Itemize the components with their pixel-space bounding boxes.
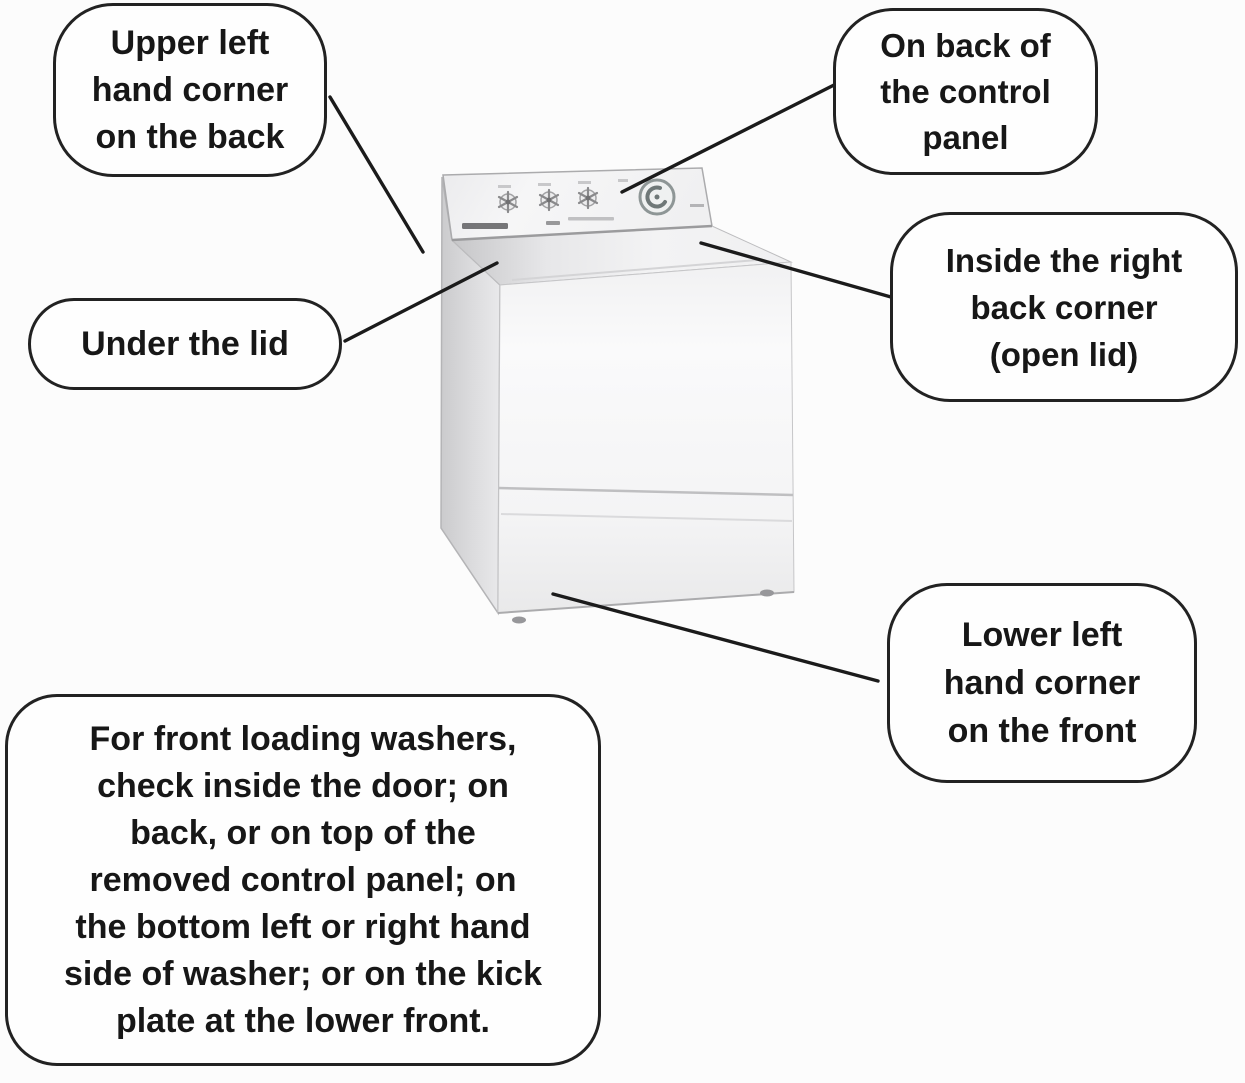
callout-text-line: on the back bbox=[95, 117, 285, 156]
panel-label-dash-1 bbox=[546, 221, 560, 225]
callout-text-line: on the front bbox=[947, 712, 1137, 750]
callout-text-line: check inside the door; on bbox=[97, 766, 509, 805]
callout-under-the-lid bbox=[28, 298, 342, 390]
panel-tick-2 bbox=[538, 183, 551, 186]
callout-inside-right-back-corner bbox=[890, 212, 1238, 402]
callout-text-line: hand corner bbox=[943, 664, 1141, 702]
callout-text-line: (open lid) bbox=[989, 335, 1139, 373]
callout-back-of-control-panel bbox=[833, 8, 1098, 175]
callout-text-line: the bottom left or right hand bbox=[75, 907, 531, 946]
callout-text-line: Upper left bbox=[110, 23, 270, 62]
panel-dash-right-of-dial bbox=[690, 204, 704, 207]
timer-dial bbox=[640, 180, 674, 214]
callout-text-line: hand corner bbox=[91, 70, 289, 109]
brand-label bbox=[462, 223, 508, 229]
panel-label-dash-2 bbox=[568, 217, 614, 221]
callout-text-line: removed control panel; on bbox=[89, 860, 517, 899]
callout-text-line: Under the lid bbox=[81, 325, 289, 363]
panel-tick-4 bbox=[618, 179, 628, 182]
callout-text-line: the control bbox=[880, 72, 1051, 110]
callout-upper-left-back bbox=[53, 3, 327, 177]
washer-foot-left bbox=[512, 617, 526, 624]
washer-front-panel bbox=[498, 262, 794, 613]
panel-tick-3 bbox=[578, 181, 591, 184]
leader-line-upper-left-back bbox=[330, 97, 423, 252]
washer-foot-right bbox=[760, 590, 774, 597]
callout-text-line: On back of bbox=[880, 26, 1051, 64]
callout-text-line: panel bbox=[922, 118, 1009, 156]
callout-front-loader-note bbox=[5, 694, 601, 1066]
callout-text-line: plate at the lower front. bbox=[115, 1001, 491, 1040]
callout-text-line: Inside the right bbox=[945, 241, 1183, 279]
callout-text-line: back, or on top of the bbox=[130, 813, 476, 852]
callout-text-line: Lower left bbox=[961, 616, 1123, 654]
callout-text-line: back corner bbox=[970, 288, 1158, 326]
panel-tick-1 bbox=[498, 185, 511, 188]
callout-text-line: side of washer; or on the kick bbox=[63, 954, 542, 993]
leader-line-back-of-control-panel bbox=[622, 84, 836, 192]
callout-lower-left-front bbox=[887, 583, 1197, 783]
callout-text-line: For front loading washers, bbox=[89, 719, 517, 758]
leader-line-lower-left-front bbox=[553, 594, 878, 681]
